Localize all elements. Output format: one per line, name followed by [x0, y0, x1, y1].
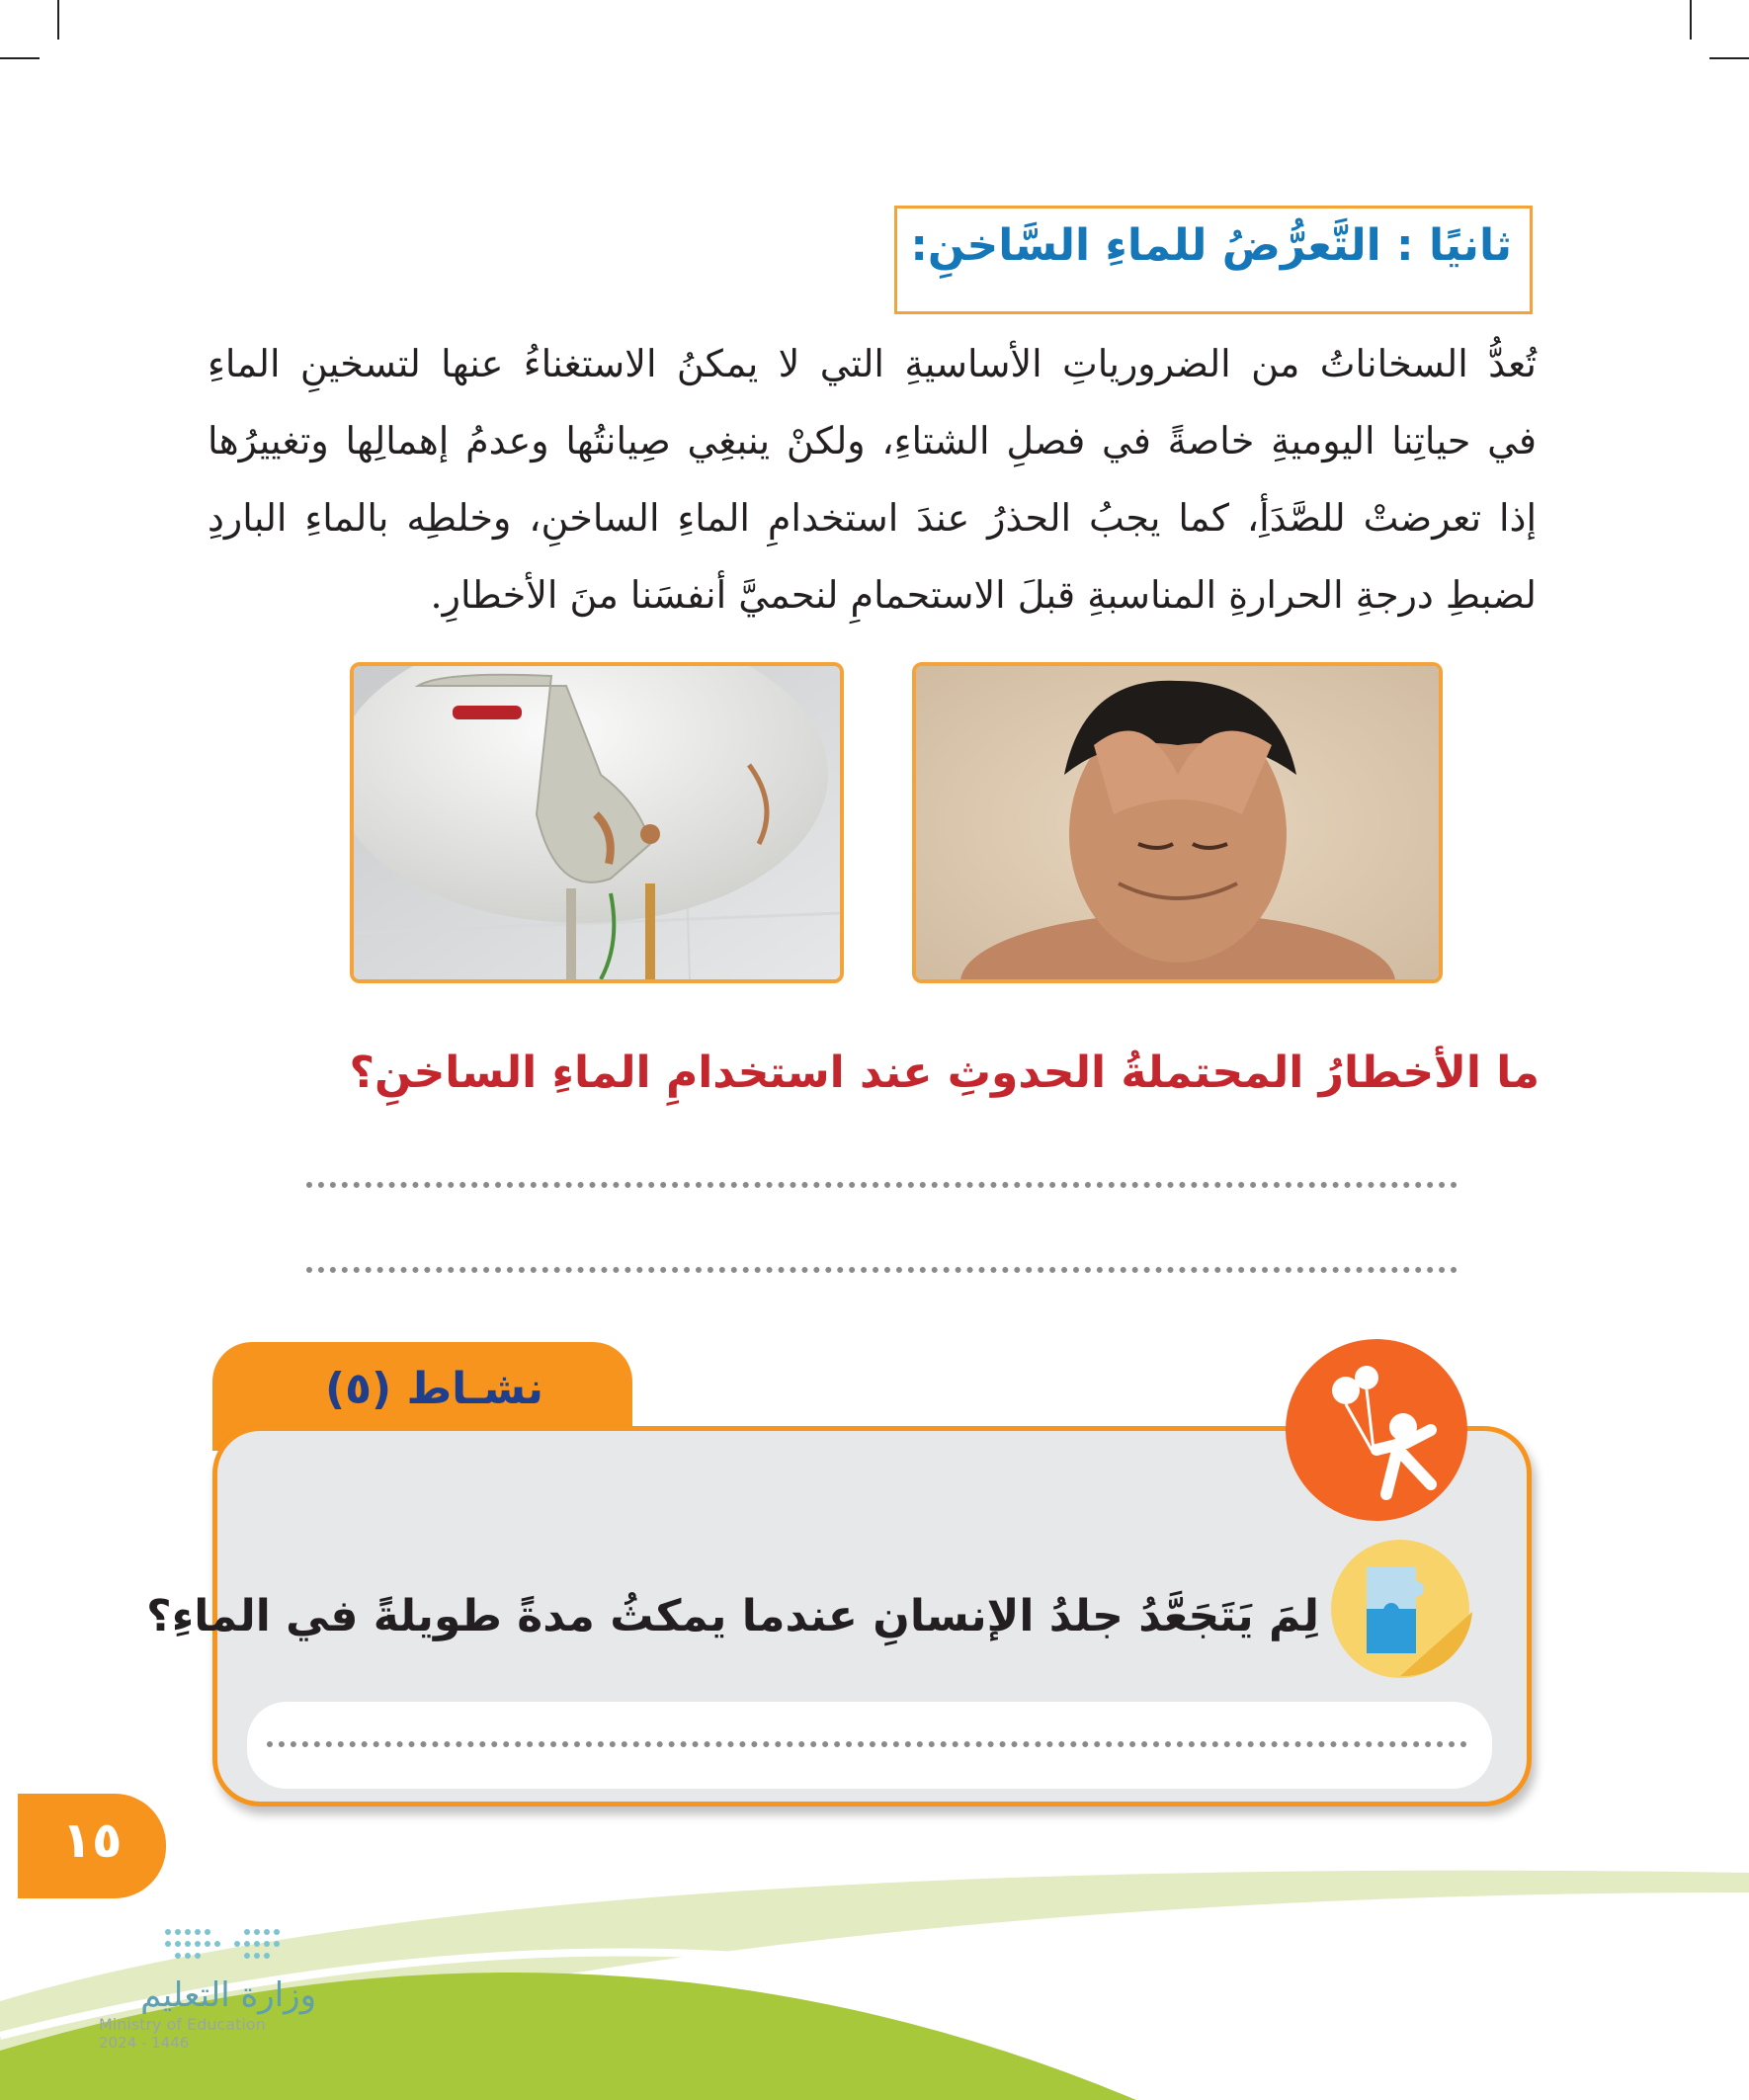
ministry-name-en: Ministry of Education [99, 2015, 266, 2034]
ministry-name-ar: وزارة التعليم [140, 1975, 316, 2015]
activity-title: نشـاط (٥) [325, 1364, 543, 1414]
ministry-dots-icon [158, 1922, 316, 1972]
paragraph-line: إذا تعرضتْ للصَّدَأِ، كما يجبُ الحذرُ عندَ استخدامِ الماءِ الساخنِ، وخلطِه بالماءِ الباردِ [208, 496, 1537, 540]
page-number: ١٥ [61, 1811, 123, 1869]
answer-line[interactable] [306, 1182, 1458, 1188]
crop-mark [0, 57, 40, 59]
answer-line[interactable] [267, 1741, 1467, 1747]
balloon-child-icon [1283, 1336, 1470, 1524]
water-heater-photo [350, 662, 844, 983]
section-title-box [894, 206, 1533, 314]
puzzle-icon [1329, 1538, 1472, 1681]
crop-mark [57, 0, 59, 40]
paragraph-line: تُعدُّ السخاناتُ من الضرورياتِ الأساسيةِ التي لا يمكنُ الاستغناءُ عنها لتسخينِ الماءِ [208, 342, 1537, 385]
crop-mark [1690, 0, 1692, 40]
water-heater-illustration [354, 666, 840, 979]
section-title: ثانيًا : التَّعرُّضُ للماءِ السَّاخنِ: [910, 220, 1512, 271]
paragraph-line: لضبطِ درجةِ الحرارةِ المناسبةِ قبلَ الاستحمامِ لنحميَّ أنفسَنا منَ الأخطارِ. [430, 573, 1537, 617]
ministry-logo [99, 1922, 316, 2052]
crop-mark [1709, 57, 1749, 59]
boy-washing-hair-photo [912, 662, 1443, 983]
question-heading: ما الأخطارُ المحتملةُ الحدوثِ عند استخدامِ الماءِ الساخنِ؟ [349, 1048, 1540, 1098]
activity-answer-field[interactable] [247, 1702, 1492, 1789]
ministry-year: 2024 - 1446 [99, 2034, 190, 2052]
activity-question: لِمَ يَتَجَعَّدُ جلدُ الإنسانِ عندما يمكثُ مدةً طويلةً في الماءِ؟ [146, 1591, 1319, 1641]
answer-line[interactable] [306, 1267, 1458, 1273]
boy-illustration [916, 666, 1439, 979]
paragraph-line: في حياتِنا اليوميةِ خاصةً في فصلِ الشتاءِ، ولكنْ ينبغِي صِيانتُها وعدمُ إهمالِها وتغييرُها [208, 419, 1537, 462]
